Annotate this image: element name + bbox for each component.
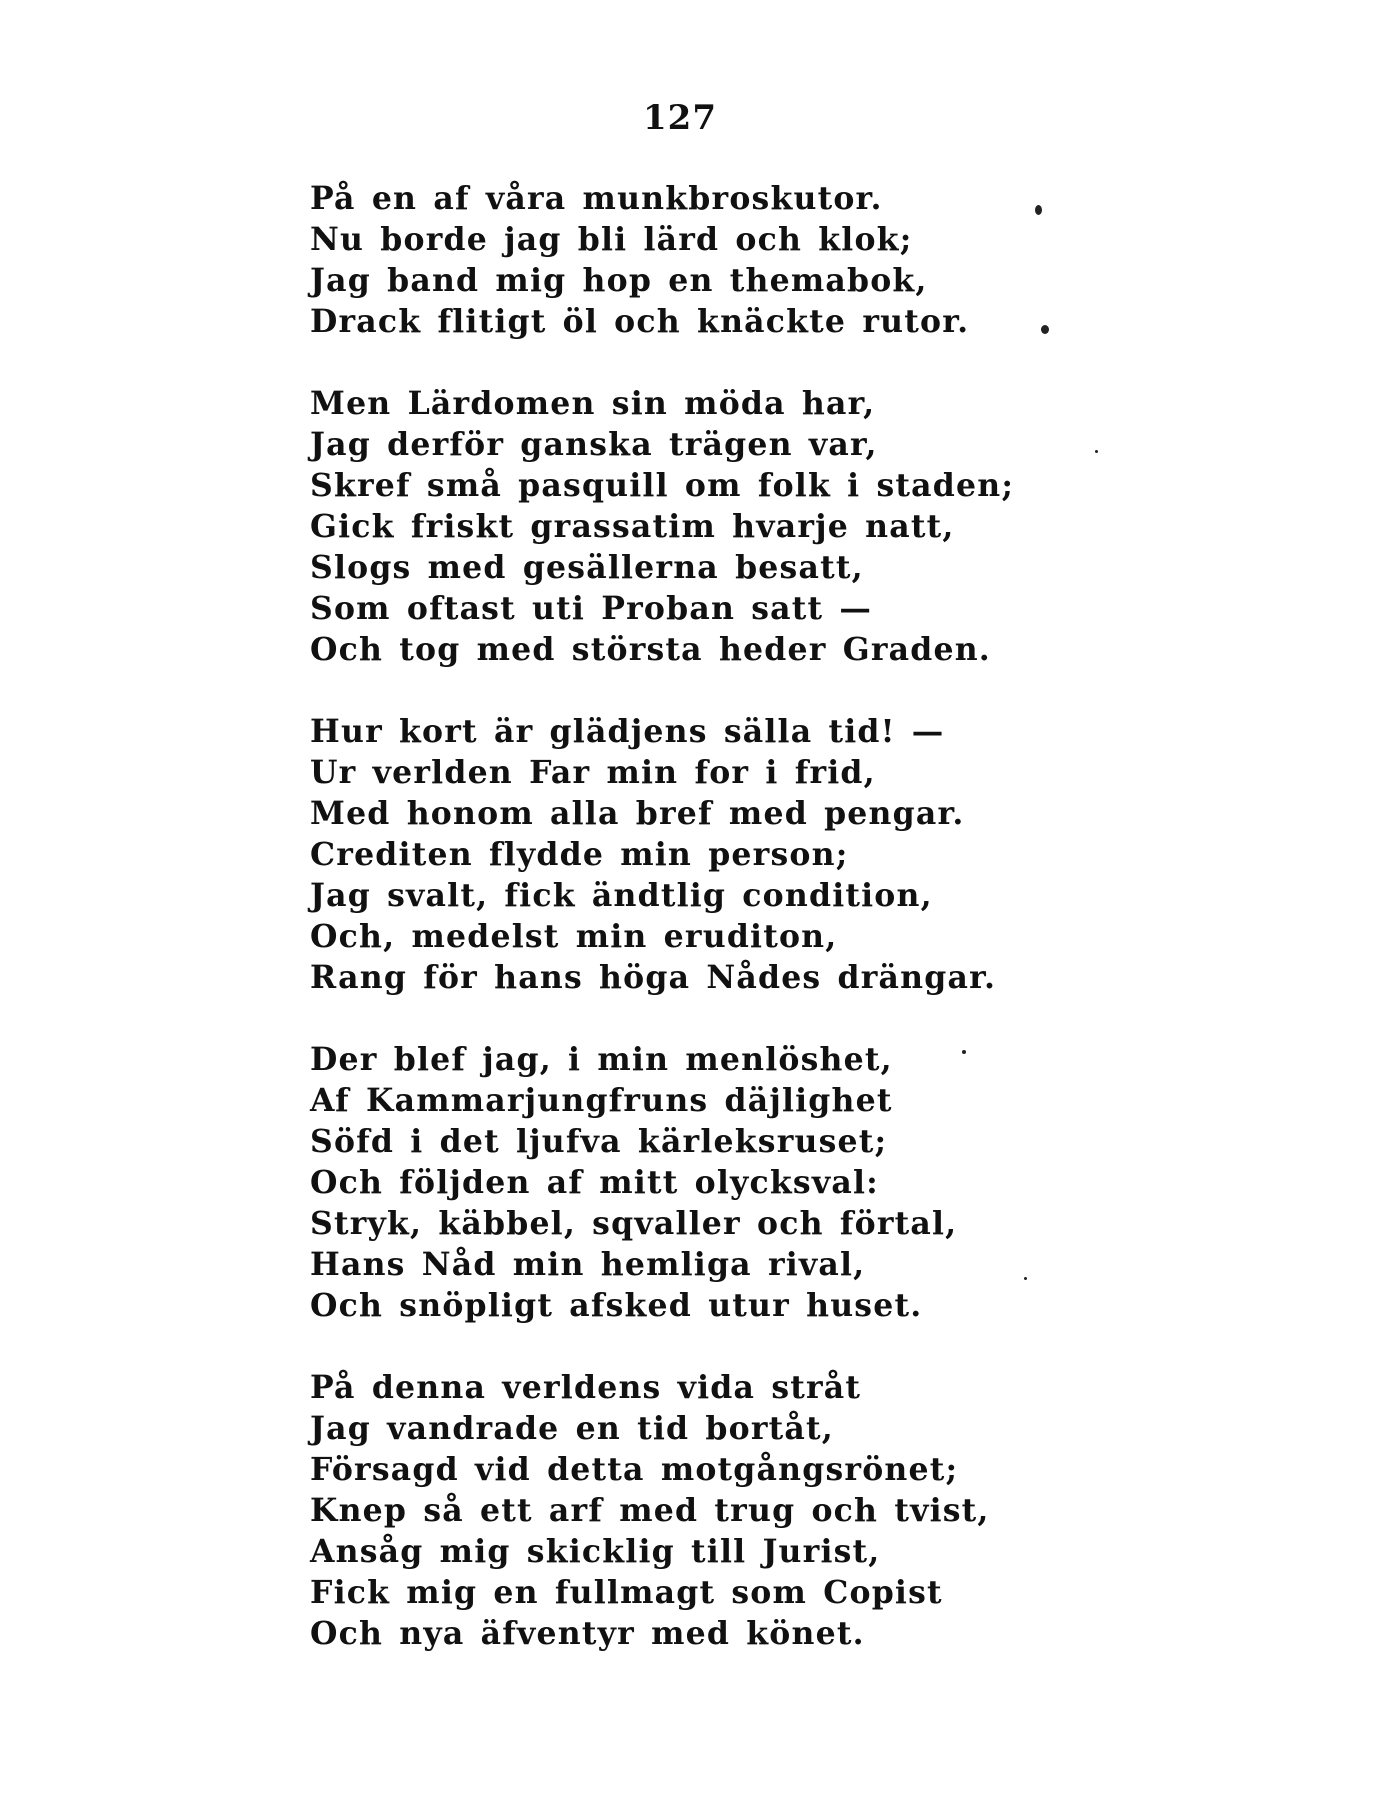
poem-line: På denna verldens vida stråt bbox=[310, 1369, 862, 1406]
poem-line: Jag svalt, fick ändtlig condition, bbox=[310, 877, 933, 914]
poem-line: Fick mig en fullmagt som Copist bbox=[310, 1574, 943, 1611]
stanza-1 bbox=[310, 178, 1310, 342]
poem-line: Söfd i det ljufva kärleksruset; bbox=[310, 1123, 888, 1160]
poem-line: Af Kammarjungfruns däjlighet bbox=[310, 1082, 893, 1119]
poem-line: Gick friskt grassatim hvarje natt, bbox=[310, 508, 955, 545]
poem-line: Försagd vid detta motgångsrönet; bbox=[310, 1451, 959, 1488]
stanza-5 bbox=[310, 1367, 1310, 1654]
poem-line: Skref små pasquill om folk i staden; bbox=[310, 467, 1015, 504]
poem-line: Jag vandrade en tid bortåt, bbox=[310, 1410, 834, 1447]
poem-line: Rang för hans höga Nådes drängar. bbox=[310, 959, 997, 996]
poem-line: Men Lärdomen sin möda har, bbox=[310, 385, 876, 422]
poem-line: Ur verlden Far min for i frid, bbox=[310, 754, 876, 791]
poem-line: Och tog med största heder Graden. bbox=[310, 631, 991, 668]
poem-line: Som oftast uti Proban satt — bbox=[310, 590, 873, 627]
page-number: 127 bbox=[643, 98, 717, 138]
stanza-2 bbox=[310, 383, 1310, 670]
ink-speck bbox=[1041, 325, 1049, 334]
poem-line: Knep så ett arf med trug och tvist, bbox=[310, 1492, 990, 1529]
poem-line: Och snöpligt afsked utur huset. bbox=[310, 1287, 923, 1324]
poem-line: Och, medelst min eruditon, bbox=[310, 918, 838, 955]
stanza-3 bbox=[310, 711, 1310, 998]
poem-line: Med honom alla bref med pengar. bbox=[310, 795, 965, 832]
ink-speck bbox=[962, 1050, 966, 1054]
poem-line: Och nya äfventyr med könet. bbox=[310, 1615, 865, 1652]
ink-speck bbox=[1024, 1277, 1027, 1280]
poem-line: Drack flitigt öl och knäckte rutor. bbox=[310, 303, 970, 340]
poem-line: Nu borde jag bli lärd och klok; bbox=[310, 221, 913, 258]
ink-speck bbox=[1095, 450, 1098, 453]
poem-line: Jag derför ganska trägen var, bbox=[310, 426, 878, 463]
stanza-4 bbox=[310, 1039, 1310, 1326]
poem-line: Hur kort är glädjens sälla tid! — bbox=[310, 713, 945, 750]
poem-line: Ansåg mig skicklig till Jurist, bbox=[310, 1533, 881, 1570]
poem-line: Crediten flydde min person; bbox=[310, 836, 849, 873]
poem-line: Slogs med gesällerna besatt, bbox=[310, 549, 864, 586]
poem-line: Och följden af mitt olycksval: bbox=[310, 1164, 879, 1201]
poem-body bbox=[310, 178, 1310, 1695]
ink-speck bbox=[1035, 205, 1042, 215]
poem-line: Jag band mig hop en themabok, bbox=[310, 262, 928, 299]
poem-line: Hans Nåd min hemliga rival, bbox=[310, 1246, 866, 1283]
poem-line: Stryk, käbbel, sqvaller och förtal, bbox=[310, 1205, 958, 1242]
poem-line: På en af våra munkbroskutor. bbox=[310, 180, 883, 217]
poem-line: Der blef jag, i min menlöshet, bbox=[310, 1041, 893, 1078]
